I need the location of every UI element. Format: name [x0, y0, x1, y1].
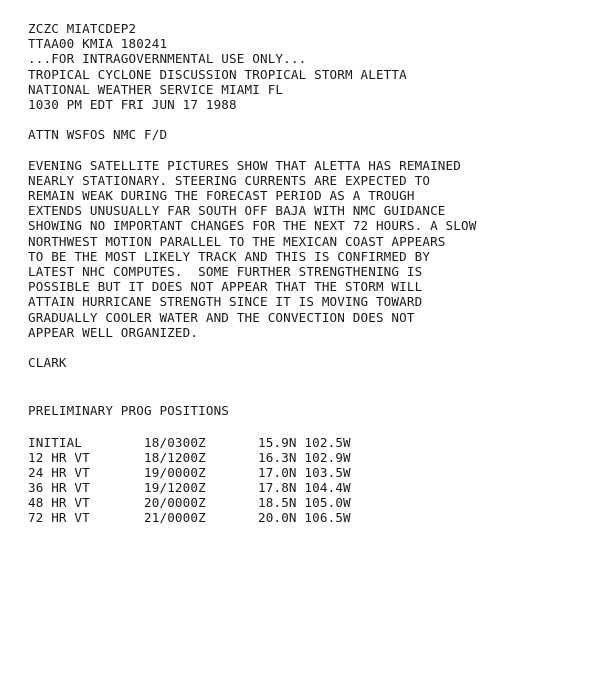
discussion-line: TO BE THE MOST LIKELY TRACK AND THIS IS CONFIRMED BY — [28, 248, 431, 264]
row-time: 19/1200Z — [144, 480, 206, 496]
discussion-body — [28, 158, 608, 340]
discussion-line: LATEST NHC COMPUTES. SOME FURTHER STRENGTHENING IS — [28, 264, 423, 279]
row-position: 17.8N 104.4W — [258, 480, 351, 496]
row-time: 18/0300Z — [144, 434, 206, 450]
header-line-distribution-notice: ...FOR INTRAGOVERNMENTAL USE ONLY... — [28, 51, 307, 67]
row-label: INITIAL — [28, 434, 83, 450]
row-position: 20.0N 106.5W — [258, 510, 351, 526]
table-row — [28, 480, 608, 495]
document-page — [28, 21, 608, 526]
discussion-line: SHOWING NO IMPORTANT CHANGES FOR THE NEXT 72 HOURS. A SLOW — [28, 218, 477, 234]
table-row — [28, 435, 608, 450]
row-time: 19/0000Z — [144, 464, 206, 480]
row-position: 16.3N 102.9W — [258, 449, 351, 465]
header-line-issue-time: 1030 PM EDT FRI JUN 17 1988 — [28, 96, 237, 112]
row-position: 17.0N 103.5W — [258, 464, 351, 480]
row-label: 12 HR VT — [28, 449, 90, 465]
table-row — [28, 495, 608, 510]
discussion-line: EXTENDS UNUSUALLY FAR SOUTH OFF BAJA WITH NMC GUIDANCE — [28, 203, 446, 219]
table-row — [28, 510, 608, 525]
discussion-line: APPEAR WELL ORGANIZED. — [28, 324, 199, 340]
prog-positions-title: PRELIMINARY PROG POSITIONS — [28, 403, 230, 419]
forecaster-signature: CLARK — [28, 355, 67, 371]
prog-positions-table — [28, 435, 608, 526]
attention-section — [28, 127, 608, 142]
spacer — [28, 370, 608, 403]
row-position: 15.9N 102.5W — [258, 434, 351, 450]
header-line-wmo-heading: TTAA00 KMIA 180241 — [28, 36, 168, 52]
row-label: 36 HR VT — [28, 480, 90, 496]
discussion-line: REMAIN WEAK DURING THE FORECAST PERIOD AS A TROUGH — [28, 188, 415, 204]
attention-line: ATTN WSFOS NMC F/D — [28, 127, 168, 143]
row-label: 24 HR VT — [28, 464, 90, 480]
row-label: 72 HR VT — [28, 510, 90, 526]
row-time: 21/0000Z — [144, 510, 206, 526]
header-line-office: NATIONAL WEATHER SERVICE MIAMI FL — [28, 81, 284, 97]
row-time: 18/1200Z — [144, 449, 206, 465]
discussion-line: GRADUALLY COOLER WATER AND THE CONVECTION DOES NOT — [28, 309, 415, 325]
row-position: 18.5N 105.0W — [258, 495, 351, 511]
discussion-line: ATTAIN HURRICANE STRENGTH SINCE IT IS MOVING TOWARD — [28, 294, 423, 310]
row-time: 20/0000Z — [144, 495, 206, 511]
discussion-line: EVENING SATELLITE PICTURES SHOW THAT ALETTA HAS REMAINED — [28, 157, 461, 173]
discussion-line: POSSIBLE BUT IT DOES NOT APPEAR THAT THE STORM WILL — [28, 279, 423, 295]
signature-section — [28, 355, 608, 370]
table-row — [28, 450, 608, 465]
discussion-line: NORTHWEST MOTION PARALLEL TO THE MEXICAN COAST APPEARS — [28, 233, 446, 249]
header-line-product-id: ZCZC MIATCDEP2 — [28, 21, 137, 36]
header-line-title: TROPICAL CYCLONE DISCUSSION TROPICAL STORM ALETTA — [28, 66, 407, 82]
discussion-line: NEARLY STATIONARY. STEERING CURRENTS ARE EXPECTED TO — [28, 172, 431, 188]
prog-positions-section — [28, 403, 608, 525]
bulletin-header — [28, 21, 608, 112]
table-row — [28, 465, 608, 480]
row-label: 48 HR VT — [28, 495, 90, 511]
